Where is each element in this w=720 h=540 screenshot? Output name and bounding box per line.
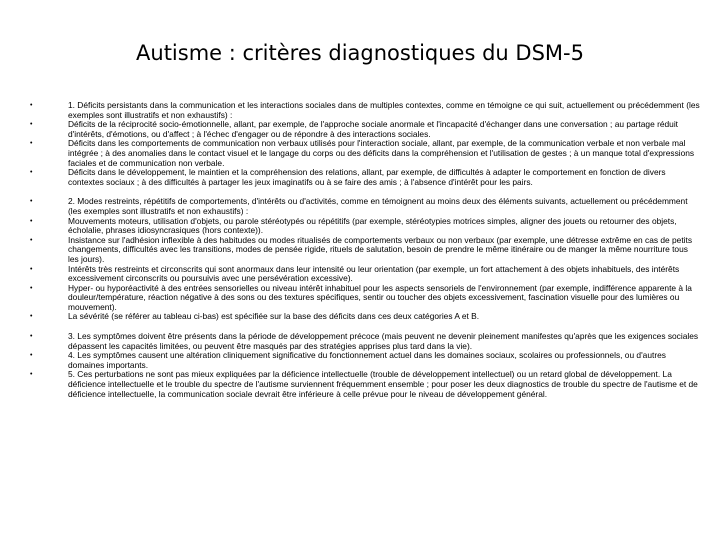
criteria-list xyxy=(28,101,700,399)
bullet-icon: • xyxy=(30,169,33,177)
list-item xyxy=(28,168,700,187)
list-item-text: Intérêts très restreints et circonscrits qui sont anormaux dans leur intensité ou leur orientation (par exemple, un fort attachement à des objets inhabituels, des intérêts excessivement circonscrits ou poursuivis avec une persévération excessive). xyxy=(68,263,680,284)
list-item-text: 5. Ces perturbations ne sont pas mieux expliquées par la déficience intellectuelle (trouble de développement intellectuel) ou un retard global de développement. La déficience intellectuelle et le trouble du spectre de l'autisme surviennent fréquemment ensemble ; pour poser les deux diagnostics de trouble du spectre de l'autisme et de déficience intellectuelle, la communication sociale devrait être inférieure à celle prévue pour le niveau de développement général. xyxy=(68,369,698,399)
list-item-text: Déficits dans le développement, le maintien et la compréhension des relations, allant, par exemple, de difficultés à adapter le comportement en fonction de divers contextes sociaux ; à des difficultés à partager les jeux imaginatifs ou à se faire des amis ; à l'absence d'intérêt pour les pairs. xyxy=(68,167,666,187)
list-item-text: 2. Modes restreints, répétitifs de comportements, d'intérêts ou d'activités, comme en témoignent au moins deux des éléments suivants, actuellement ou précédemment (les exemples sont illustratifs et non exhaustifs) : xyxy=(68,196,688,216)
bullet-icon: • xyxy=(30,102,33,109)
list-item xyxy=(28,101,700,120)
list-item xyxy=(28,284,700,313)
bullet-icon: • xyxy=(30,352,33,360)
list-item-text: Insistance sur l'adhésion inflexible à des habitudes ou modes ritualisés de comportements verbaux ou non verbaux (par exemple, une détresse extrême en cas de petits changements, difficultés avec les transitions, modes de pensée rigide, rituels de salutation, besoin de prendre le même itinéraire ou de manger la même nourriture tous les jours). xyxy=(68,234,693,264)
list-item xyxy=(28,139,700,168)
list-item xyxy=(28,217,700,236)
list-item-text: Déficits de la réciprocité socio-émotionnelle, allant, par exemple, de l'approche sociale anormale et l'incapacité d'échanger dans une conversation ; au partage réduit d'intérêts, d'émotions, ou d'affect ; à l'échec d'engager ou de répondre à des interactions sociales. xyxy=(68,119,679,139)
list-item-text: 3. Les symptômes doivent être présents dans la période de développement précoce (mais peuvent ne devenir pleinement manifestes qu'après que les exigences sociales dépassent les capacités limitées, ou peuvent être masqués par des stratégies apprises plus tard dans la vie). xyxy=(68,331,699,351)
list-item xyxy=(28,265,700,284)
bullet-icon: • xyxy=(30,313,33,321)
list-item xyxy=(28,236,700,265)
bullet-icon: • xyxy=(30,371,33,379)
list-item xyxy=(28,197,700,216)
list-item xyxy=(28,370,700,399)
list-item-text: Mouvements moteurs, utilisation d'objets, ou parole stéréotypés ou répétitifs (par exemple, stéréotypies motrices simples, aligner des jouets ou retourner des objets, écholalie, phrases idiosyncrasiques (hors contexte)). xyxy=(68,215,677,236)
list-item-text: 1. Déficits persistants dans la communication et les interactions sociales dans de multiples contextes, comme en témoigne ce qui suit, actuellement ou précédemment (les exemples sont illustratifs et non exhaustifs) : xyxy=(68,100,700,120)
list-item-text: 4. Les symptômes causent une altération cliniquement significative du fonctionnement actuel dans les domaines sociaux, scolaires ou professionnels, ou d'autres domaines importants. xyxy=(68,350,666,370)
bullet-icon: • xyxy=(30,121,33,129)
bullet-icon: • xyxy=(30,140,33,148)
bullet-icon: • xyxy=(30,198,33,206)
bullet-icon: • xyxy=(30,236,33,244)
list-item-text: La sévérité (se référer au tableau ci-bas) est spécifiée sur la base des déficits dans ces deux catégories A et B. xyxy=(68,311,480,322)
bullet-icon: • xyxy=(30,333,33,341)
slide-title: Autisme : critères diagnostiques du DSM-5 xyxy=(136,41,584,65)
list-item xyxy=(28,332,700,351)
bullet-icon: • xyxy=(30,217,33,225)
list-item xyxy=(28,120,700,139)
list-item-text: Déficits dans les comportements de communication non verbaux utilisés pour l'interaction sociale, allant, par exemple, de la communication verbale et non verbale mal intégrée ; à des anomalies dans le contact visuel et le langage du corps ou des déficits dans la compréhension et l'utilisation de gestes ; à un manque total d'expressions faciales et de communication non verbale. xyxy=(68,138,695,168)
list-item xyxy=(28,312,700,322)
list-item-text: Hyper- ou hyporéactivité à des entrées sensorielles ou niveau intérêt inhabituel pour les aspects sensoriels de l'environnement (par exemple, indifférence apparente à la douleur/température, réaction négative à des sons ou des textures spécifiques, sentir ou toucher des objets excessivement, fascination visuelle pour des lumières ou mouvement). xyxy=(68,282,692,312)
list-item xyxy=(28,351,700,370)
bullet-icon: • xyxy=(30,265,33,273)
bullet-icon: • xyxy=(30,284,33,292)
